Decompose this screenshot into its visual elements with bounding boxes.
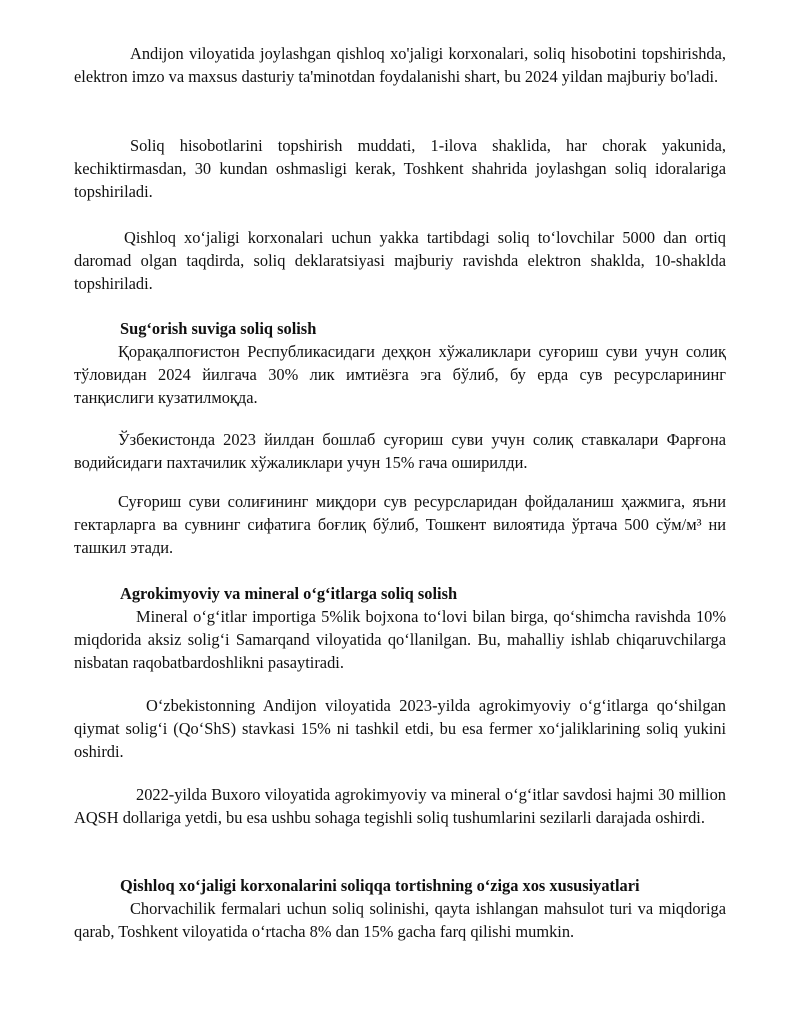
heading-fertilizer-tax: Agrokimyoviy va mineral o‘g‘itlarga soliq solish bbox=[120, 584, 458, 603]
paragraph-water-tax-amount: Суғориш суви солиғининг миқдори сув ресурсларидан фойдаланиш ҳажмига, яъни гектарларга ва сувнинг сифатига боғлиқ бўлиб, Тошкент вилоятида ўртача 500 сўм/м³ ни ташкил этади. bbox=[74, 492, 726, 558]
paragraph-report-deadline: Soliq hisobotlarini topshirish muddati, 1-ilova shaklida, har chorak yakunida, kechiktirmasdan, 30 kundan oshmasligi kerak, Toshkent shahrida joylashgan soliq idoralariga topshiriladi. bbox=[74, 136, 726, 202]
paragraph-bukhara-sales: 2022-yilda Buxoro viloyatida agrokimyoviy va mineral o‘g‘itlar savdosi hajmi 30 million AQSH dollariga yetdi, bu esa ushbu sohaga tegishli soliq tushumlarini sezilarli darajada oshirdi. bbox=[74, 785, 726, 828]
paragraph-livestock-tax: Chorvachilik fermalari uchun soliq solinishi, qayta ishlangan mahsulot turi va miqdoriga qarab, Toshkent viloyatida o‘rtacha 8% dan 15% gacha farq qilishi mumkin. bbox=[74, 899, 726, 942]
heading-irrigation-water-tax: Sug‘orish suviga soliq solish bbox=[120, 319, 317, 338]
paragraph-andijan-vat: O‘zbekistonning Andijon viloyatida 2023-yilda agrokimyoviy o‘g‘itlarga qo‘shilgan qiymat solig‘i (Qo‘ShS) stavkasi 15% ni tashkil etdi, bu esa fermer xo‘jaliklarining soliq yukini oshirdi. bbox=[74, 696, 726, 762]
heading-specific-features: Qishloq xo‘jaligi korxonalarini soliqqa tortishning o‘ziga xos xususiyatlari bbox=[120, 876, 640, 895]
paragraph-fertilizer-excise: Mineral o‘g‘itlar importiga 5%lik bojxona to‘lovi bilan birga, qo‘shimcha ravishda 10% miqdorida aksiz solig‘i Samarqand viloyatida qo‘llanilgan. Bu, mahalliy ishlab chiqaruvchilarga nisbatan raqobatbardoshlikni pasaytiradi. bbox=[74, 607, 726, 673]
paragraph-karakalpakstan-exemption: Қорақалпоғистон Республикасидаги деҳқон хўжаликлари суғориш суви учун солиқ тўловидан 2024 йилгача 30% лик имтиёзга эга бўлиб, бу ерда сув ресурсларининг танқислиги кузатилмоқда. bbox=[74, 342, 726, 408]
paragraph-fergana-rates: Ўзбекистонда 2023 йилдан бошлаб суғориш суви учун солиқ ставкалари Фарғона водийсидаги пахтачилик хўжаликлари учун 15% гача оширилди. bbox=[74, 430, 726, 473]
paragraph-declaration: Qishloq xo‘jaligi korxonalari uchun yakka tartibdagi soliq to‘lovchilar 5000 dan ortiq daromad olgan taqdirda, soliq deklaratsiyasi majburiy ravishda elektron shaklda, 10-shaklda topshiriladi. bbox=[74, 228, 726, 294]
paragraph-e-signature: Andijon viloyatida joylashgan qishloq xo'jaligi korxonalari, soliq hisobotini topshirishda, elektron imzo va maxsus dasturiy ta'minotdan foydalanishi shart, bu 2024 yildan majburiy bo'ladi. bbox=[74, 44, 726, 87]
